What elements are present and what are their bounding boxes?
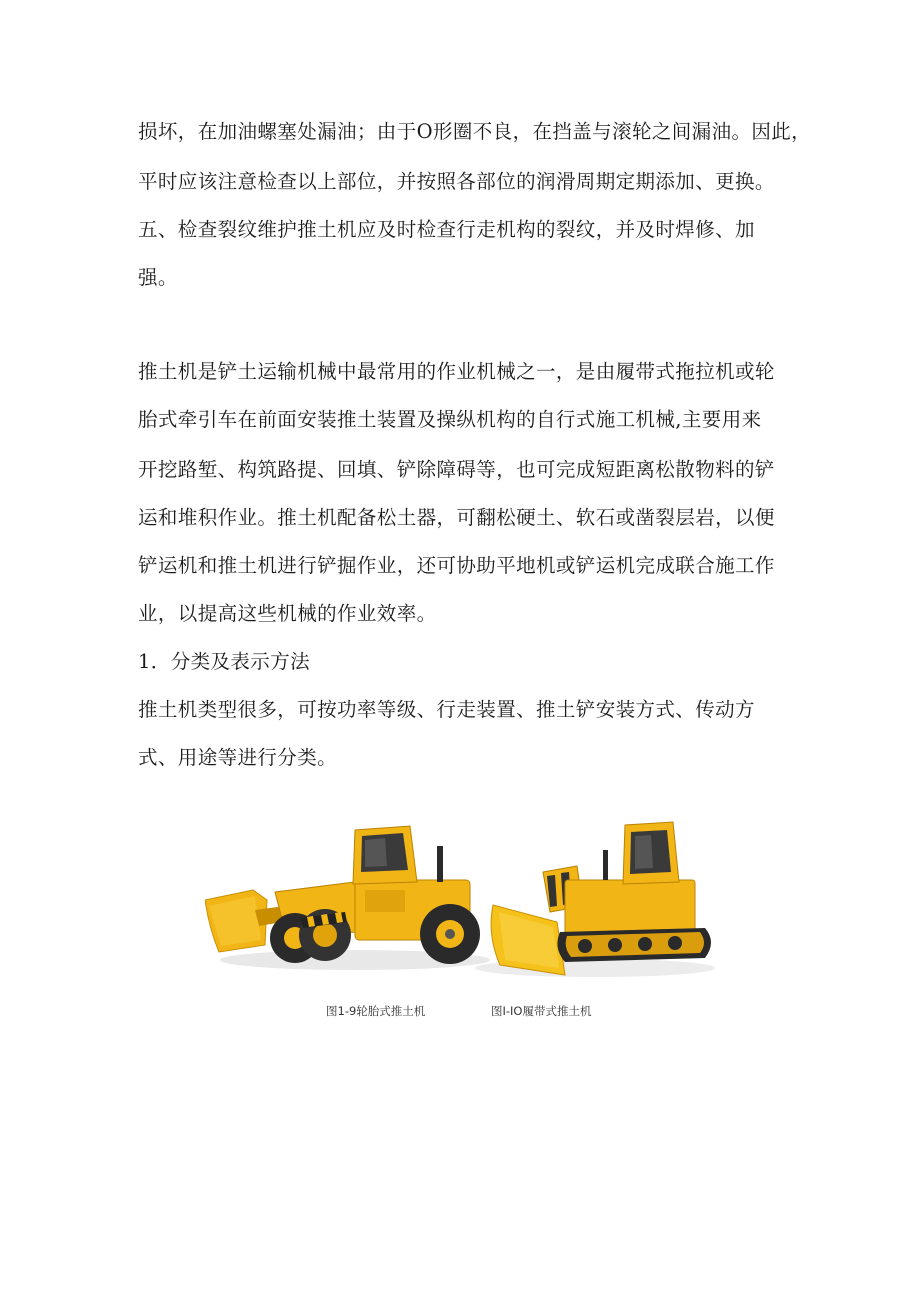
text-line: 运和堆积作业。推土机配备松土器，可翻松硬土、软石或凿裂层岩，以便 [138, 506, 775, 529]
text-line: 损坏，在加油螺塞处漏油；由于O形圈不良，在挡盖与滚轮之间漏油。因此， [138, 120, 812, 143]
figure-caption-crawler: 图I-IO履带式推土机 [491, 1004, 592, 1018]
text-line: 推土机是铲土运输机械中最常用的作业机械之一，是由履带式拖拉机或轮 [138, 360, 775, 383]
bulldozer-illustration [205, 810, 720, 985]
text-line: 强。 [138, 266, 178, 289]
text-line: 铲运机和推土机进行铲掘作业，还可协助平地机或铲运机完成联合施工作 [138, 554, 775, 577]
text-line: 开挖路堑、构筑路提、回填、铲除障碍等，也可完成短距离松散物料的铲 [138, 458, 775, 481]
bulldozer-figure [205, 810, 720, 985]
figure-caption-wheeled: 图1-9轮胎式推土机 [326, 1004, 426, 1018]
wheeled-bulldozer [205, 826, 490, 970]
text-line: 五、检查裂纹维护推土机应及时检查行走机构的裂纹，并及时焊修、加 [138, 218, 755, 241]
text-line: 业，以提高这些机械的作业效率。 [138, 602, 437, 625]
text-line: 胎式牵引车在前面安装推土装置及操纵机构的自行式施工机械,主要用来 [138, 408, 762, 431]
text-line: 平时应该注意检查以上部位，并按照各部位的润滑周期定期添加、更换。 [138, 170, 775, 193]
crawler-bulldozer [475, 822, 715, 977]
section-heading: 1．分类及表示方法 [138, 650, 311, 673]
text-line: 推土机类型很多，可按功率等级、行走装置、推土铲安装方式、传动方 [138, 698, 755, 721]
text-line: 式、用途等进行分类。 [138, 746, 338, 769]
